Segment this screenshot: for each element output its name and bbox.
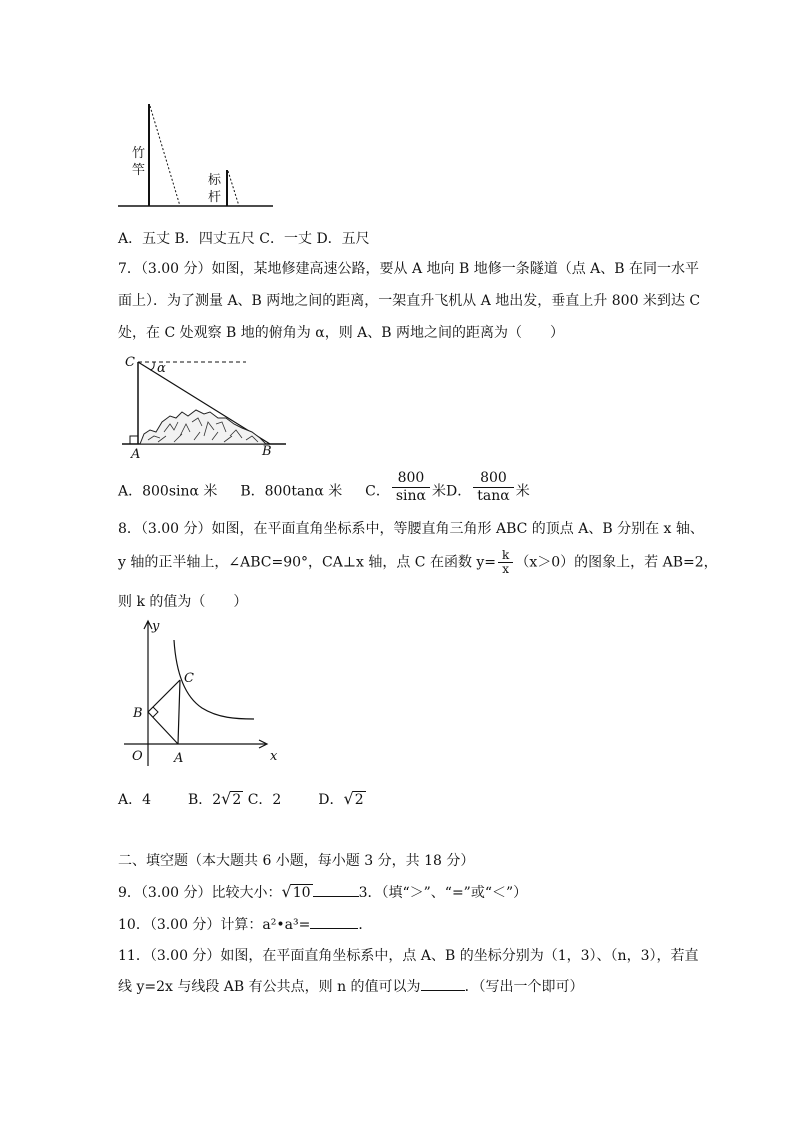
q7-option-d-unit: 米 bbox=[515, 483, 530, 500]
q8-function-fraction bbox=[498, 549, 513, 576]
q7-options bbox=[118, 470, 530, 505]
bamboo-label-1: 竹 bbox=[132, 146, 146, 161]
q9-suffix: 3．（填“＞”、“=”或“＜”） bbox=[358, 885, 528, 901]
q7-option-c-unit: 米 bbox=[432, 483, 446, 500]
q7-option-d-fraction bbox=[473, 470, 513, 505]
q8-line2-part-b: （x＞0）的图象上，若 AB=2， bbox=[515, 554, 718, 571]
q7-option-d-denominator: tanα bbox=[477, 488, 510, 504]
q8-option-d-prefix: D． bbox=[318, 792, 344, 808]
q8-figure bbox=[118, 616, 288, 770]
q10-suffix: ． bbox=[358, 917, 373, 933]
point-a-label: A bbox=[131, 447, 141, 462]
q7-option-d-numerator: 800 bbox=[473, 470, 513, 488]
q8-text-line3: 则 k 的值为（ ） bbox=[118, 594, 248, 610]
q6-figure bbox=[118, 100, 278, 212]
bamboo-shadow-ray bbox=[150, 106, 180, 206]
segment-ba bbox=[148, 712, 178, 744]
q7-option-d-prefix: D． bbox=[446, 483, 472, 500]
q11-line2-suffix: ．（写出一个即可） bbox=[464, 979, 584, 995]
q10-text bbox=[118, 914, 372, 935]
pole-label-1: 标 bbox=[208, 173, 222, 188]
q8-text-line1: 8．（3.00 分）如图，在平面直角坐标系中，等腰直角三角形 ABC 的顶点 A、B 分别在 x 轴、 bbox=[118, 521, 704, 537]
right-angle-mark-b bbox=[153, 707, 158, 717]
q7-option-c-numerator: 800 bbox=[392, 470, 430, 488]
marker-shadow-ray bbox=[228, 171, 239, 206]
q8-options bbox=[118, 788, 366, 811]
q9-text bbox=[118, 881, 527, 904]
sqrt-icon: √ bbox=[343, 789, 354, 808]
point-b-label: B bbox=[133, 706, 143, 721]
bamboo-label-2: 竿 bbox=[132, 163, 146, 178]
q8-option-b-prefix: B．2 bbox=[187, 792, 222, 808]
q8-option-c: C．2 bbox=[247, 792, 282, 808]
sqrt-icon: √ bbox=[281, 882, 292, 901]
q9-prefix: 9．（3.00 分）比较大小： bbox=[118, 885, 282, 901]
q8-fraction-numerator: k bbox=[498, 549, 513, 563]
q7-option-c-prefix: C． bbox=[365, 483, 390, 500]
q7-option-c-fraction bbox=[392, 470, 430, 505]
alpha-label: α bbox=[157, 361, 166, 376]
q9-answer-blank[interactable] bbox=[313, 882, 359, 897]
q11-line2-prefix: 线 y=2x 与线段 AB 有公共点，则 n 的值可以为 bbox=[118, 979, 421, 995]
point-c-label: C bbox=[125, 355, 135, 370]
q7-figure bbox=[118, 352, 298, 462]
sqrt-icon: √ bbox=[221, 789, 232, 808]
q7-option-b: B．800tanα 米 bbox=[240, 483, 343, 500]
q8-text-line2 bbox=[118, 549, 718, 576]
point-c-label: C bbox=[184, 671, 194, 686]
section2-heading: 二、填空题（本大题共 6 小题，每小题 3 分，共 18 分） bbox=[118, 853, 475, 869]
q7-option-c-denominator: sinα bbox=[395, 488, 426, 504]
q6-options: A．五丈 B．四丈五尺 C．一丈 D．五尺 bbox=[118, 231, 370, 247]
q11-text-line2 bbox=[118, 976, 584, 997]
q8-option-d-radicand: 2 bbox=[354, 792, 364, 808]
q11-text-line1: 11．（3.00 分）如图，在平面直角坐标系中，点 A、B 的坐标分别为（1，3）、（n，3），若直 bbox=[118, 948, 699, 964]
segment-ca bbox=[178, 680, 180, 744]
axis-x-label: x bbox=[270, 749, 278, 764]
q8-option-b-radicand: 2 bbox=[232, 792, 242, 808]
q8-fraction-denominator: x bbox=[502, 562, 510, 576]
q7-option-a: A．800sinα 米 bbox=[118, 483, 218, 500]
alpha-arc bbox=[150, 362, 154, 370]
q8-line2-part-a: y 轴的正半轴上，∠ABC=90°，CA⊥x 轴，点 C 在函数 y= bbox=[118, 554, 497, 571]
point-a-label: A bbox=[174, 751, 184, 766]
origin-label: O bbox=[132, 749, 143, 764]
q7-text-line2: 面上）．为了测量 A、B 两地之间的距离，一架直升飞机从 A 地出发，垂直上升 800 米到达 C bbox=[118, 293, 701, 309]
q8-option-a: A．4 bbox=[118, 792, 152, 808]
q7-text-line1: 7．（3.00 分）如图，某地修建高速公路，要从 A 地向 B 地修一条隧道（点 A、B 在同一水平 bbox=[118, 261, 700, 277]
point-b-label: B bbox=[262, 444, 272, 459]
q10-answer-blank[interactable] bbox=[310, 914, 358, 929]
q11-answer-blank[interactable] bbox=[421, 976, 465, 991]
pole-label-2: 杆 bbox=[208, 190, 222, 205]
right-angle-mark bbox=[130, 436, 138, 444]
q7-text-line3: 处，在 C 处观察 B 地的俯角为 α，则 A、B 两地之间的距离为（ ） bbox=[118, 325, 565, 341]
axis-y-label: y bbox=[152, 619, 160, 634]
q10-prefix: 10．（3.00 分）计算：a²•a³= bbox=[118, 917, 311, 933]
q9-radicand: 10 bbox=[292, 885, 311, 901]
